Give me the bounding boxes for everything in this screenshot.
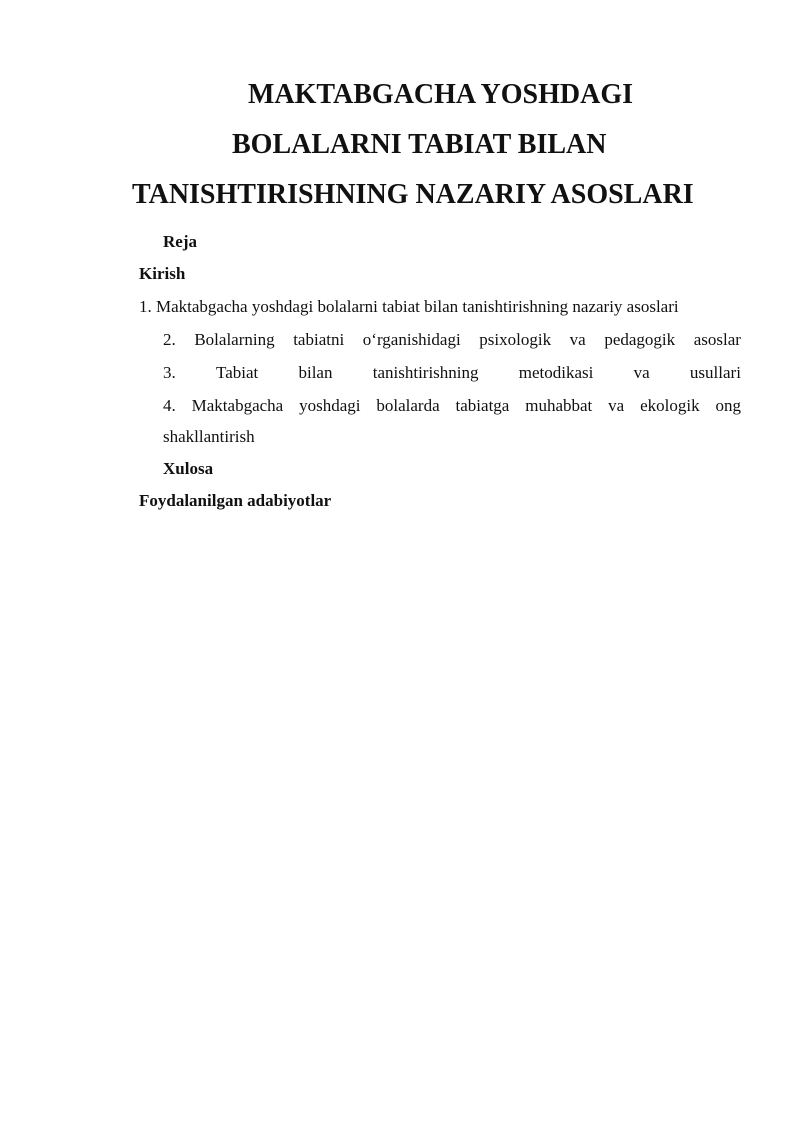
- title-line-3: TANISHTIRISHNING NAZARIY ASOSLARI: [132, 179, 694, 210]
- plan-item-2-word: tabiatni: [293, 330, 345, 349]
- plan-item-4-word: 4.: [163, 396, 176, 415]
- plan-item-4-word: muhabbat: [525, 396, 593, 415]
- plan-item-3-word: tanishtirishning: [372, 363, 479, 382]
- plan-item-2-word: o‘rganishidagi: [362, 330, 461, 349]
- plan-item-4-word: ekologik: [640, 396, 700, 415]
- plan-item-3-word: 3.: [163, 363, 176, 382]
- plan-item-4-word: Maktabgacha: [191, 396, 284, 415]
- plan-item-4-word: ong: [715, 396, 741, 415]
- plan-item-4-word: va: [608, 396, 625, 415]
- plan-intro: Kirish: [139, 264, 186, 283]
- plan-heading: Reja: [163, 232, 197, 251]
- title-line-2: BOLALARNI TABIAT BILAN: [232, 129, 607, 160]
- plan-item-4: [163, 395, 741, 417]
- plan-item-4-word: bolalarda: [376, 396, 440, 415]
- plan-item-3-word: metodikasi: [518, 363, 594, 382]
- plan-item-2-word: Bolalarning: [194, 330, 275, 349]
- plan-item-2-word: psixologik: [479, 330, 552, 349]
- plan-conclusion: Xulosa: [163, 459, 214, 478]
- plan-item-2: [163, 329, 741, 351]
- plan-item-4-word: tabiatga: [455, 396, 510, 415]
- plan-item-2-word: pedagogik: [604, 330, 676, 349]
- plan-item-2-word: asoslar: [693, 330, 741, 349]
- plan-item-3-word: Tabiat: [216, 363, 259, 382]
- plan-item-2-word: va: [569, 330, 586, 349]
- plan-item-1: 1. Maktabgacha yoshdagi bolalarni tabiat bilan tanishtirishning nazariy asoslari: [139, 297, 679, 316]
- plan-item-3: [163, 362, 741, 384]
- plan-item-3-word: usullari: [689, 363, 741, 382]
- plan-item-2-word: 2.: [163, 330, 176, 349]
- plan-item-3-word: va: [633, 363, 650, 382]
- plan-item-4-word: yoshdagi: [299, 396, 361, 415]
- title-line-1: MAKTABGACHA YOSHDAGI: [248, 79, 634, 110]
- plan-references: Foydalanilgan adabiyotlar: [139, 491, 332, 510]
- plan-item-3-word: bilan: [298, 363, 333, 382]
- plan-item-4-continuation: shakllantirish: [163, 427, 255, 446]
